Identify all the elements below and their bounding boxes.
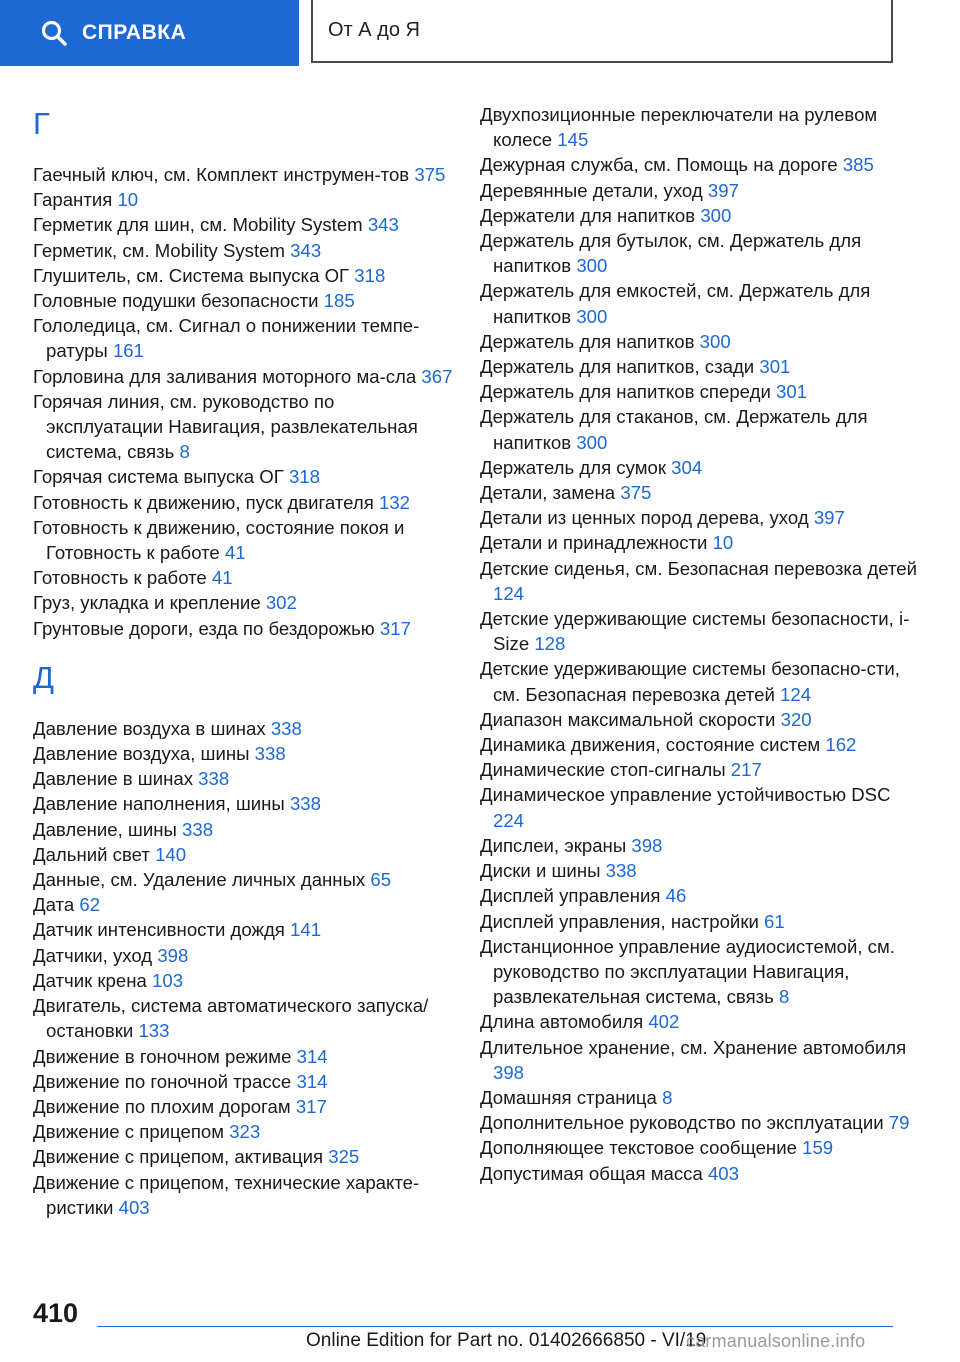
index-entry-text: Горячая линия, см. руководство по эксплуатации Навигация, развлекательная система, связь bbox=[33, 390, 418, 463]
index-entry-text: Датчик интенсивности дождя bbox=[33, 919, 285, 941]
index-entry-text: Движение в гоночном режиме bbox=[33, 1045, 292, 1067]
index-entry-text: Длительное хранение, см. Хранение автомобиля bbox=[480, 1036, 907, 1058]
index-entry[interactable] bbox=[480, 404, 920, 454]
index-entry[interactable] bbox=[33, 741, 453, 766]
index-entry[interactable] bbox=[33, 490, 453, 515]
page-link[interactable]: 317 bbox=[379, 617, 411, 639]
index-entry-text: Держатель для стаканов, см. Держатель для напитков bbox=[480, 406, 868, 453]
index-entry[interactable] bbox=[33, 364, 453, 389]
index-entry[interactable] bbox=[33, 187, 453, 212]
page-link[interactable]: 398 bbox=[493, 1061, 525, 1083]
index-entry[interactable] bbox=[480, 354, 920, 379]
index-entry[interactable] bbox=[33, 263, 453, 288]
index-entry[interactable] bbox=[480, 455, 920, 480]
index-entry-text: Горячая система выпуска ОГ bbox=[33, 466, 284, 488]
index-entry-text: Деревянные детали, уход bbox=[480, 179, 703, 201]
page-link[interactable]: 318 bbox=[354, 264, 386, 286]
index-entry-text: Дипслеи, экраны bbox=[480, 834, 627, 856]
index-entry[interactable] bbox=[480, 656, 920, 706]
index-column-right bbox=[480, 102, 920, 1186]
page-link[interactable]: 301 bbox=[759, 356, 791, 378]
index-entry[interactable] bbox=[33, 162, 453, 187]
index-entry-text: Герметик, см. Mobility System bbox=[33, 239, 285, 261]
index-entry-text: Держатели для напитков bbox=[480, 204, 696, 226]
index-entry-text: Детские удерживающие системы безопасности, i-Size bbox=[480, 608, 910, 655]
page-link[interactable]: 41 bbox=[224, 542, 246, 564]
index-entry-text: Давление наполнения, шины bbox=[33, 793, 285, 815]
page-link[interactable]: 62 bbox=[79, 894, 101, 916]
index-entry-text: Дополнительное руководство по эксплуатации bbox=[480, 1112, 884, 1134]
page-link[interactable]: 403 bbox=[118, 1196, 150, 1218]
index-entry[interactable] bbox=[33, 791, 453, 816]
page-link[interactable]: 124 bbox=[780, 683, 812, 705]
index-entry-text: Дистанционное управление аудиосистемой, см. руководство по эксплуатации Навигация, развлекательная система, связь bbox=[480, 935, 895, 1008]
index-entry-text: Динамическое управление устойчивостью DSC bbox=[480, 784, 891, 806]
page-link[interactable]: 185 bbox=[323, 290, 355, 312]
index-entry-text: Держатель для сумок bbox=[480, 456, 666, 478]
page-link[interactable]: 141 bbox=[290, 919, 322, 941]
index-entry[interactable] bbox=[33, 515, 453, 565]
page-link[interactable]: 385 bbox=[842, 154, 874, 176]
index-entry-text: Диски и шины bbox=[480, 860, 601, 882]
index-entry-text: Головные подушки безопасности bbox=[33, 290, 319, 312]
index-entry-text: Диапазон максимальной скорости bbox=[480, 708, 776, 730]
index-entry[interactable] bbox=[33, 288, 453, 313]
page-link[interactable]: 217 bbox=[730, 759, 762, 781]
index-entry[interactable] bbox=[33, 1069, 453, 1094]
page-link[interactable]: 10 bbox=[117, 189, 139, 211]
page-link[interactable]: 8 bbox=[779, 986, 790, 1008]
index-entry[interactable] bbox=[33, 993, 453, 1043]
index-entry[interactable] bbox=[480, 1085, 920, 1110]
page-link[interactable]: 65 bbox=[370, 869, 392, 891]
index-entry-text: Гололедица, см. Сигнал о понижении темпе-ратуры bbox=[33, 315, 420, 362]
page-link[interactable]: 397 bbox=[813, 507, 845, 529]
page-link[interactable]: 325 bbox=[328, 1146, 360, 1168]
search-icon bbox=[40, 19, 68, 47]
index-entry[interactable] bbox=[480, 480, 920, 505]
index-entry[interactable] bbox=[480, 1009, 920, 1034]
index-entry[interactable] bbox=[33, 616, 453, 641]
index-entry[interactable] bbox=[480, 556, 920, 606]
index-entry[interactable] bbox=[33, 565, 453, 590]
index-entry[interactable] bbox=[33, 464, 453, 489]
footer-divider bbox=[97, 1326, 893, 1327]
index-entry[interactable] bbox=[480, 934, 920, 1010]
index-entries bbox=[33, 162, 453, 641]
page-link[interactable]: 343 bbox=[367, 214, 399, 236]
page-link[interactable]: 145 bbox=[557, 129, 589, 151]
index-entry-text: Дисплей управления, настройки bbox=[480, 910, 759, 932]
index-entry[interactable] bbox=[480, 530, 920, 555]
index-entry-text: Датчики, уход bbox=[33, 944, 153, 966]
index-entry-text: Динамика движения, состояние систем bbox=[480, 734, 821, 756]
index-entry-text: Гаечный ключ, см. Комплект инструмен-тов bbox=[33, 164, 410, 185]
page-link[interactable]: 397 bbox=[707, 179, 739, 201]
index-entry-text: Держатель для напитков bbox=[480, 330, 695, 352]
page-link[interactable]: 161 bbox=[112, 340, 144, 362]
page-link[interactable]: 320 bbox=[780, 708, 812, 730]
page-link[interactable]: 323 bbox=[229, 1121, 261, 1143]
page-link[interactable]: 162 bbox=[825, 734, 857, 756]
index-entry[interactable] bbox=[480, 606, 920, 656]
section-letter: Г bbox=[33, 106, 50, 141]
index-entry-text: Движение по плохим дорогам bbox=[33, 1095, 291, 1117]
index-entry-text: Грунтовые дороги, езда по бездорожью bbox=[33, 617, 375, 639]
index-entry-text: Детские сиденья, см. Безопасная перевозка детей bbox=[480, 557, 918, 579]
index-entry[interactable] bbox=[33, 917, 453, 942]
index-entry-text: Движение по гоночной трассе bbox=[33, 1070, 292, 1092]
page-link[interactable]: 8 bbox=[662, 1086, 673, 1108]
index-entry[interactable] bbox=[480, 278, 920, 328]
page-link[interactable]: 343 bbox=[290, 239, 322, 261]
index-entry[interactable] bbox=[480, 505, 920, 530]
index-entry-text: Держатель для напитков спереди bbox=[480, 381, 771, 403]
header bbox=[0, 0, 960, 66]
index-entry[interactable] bbox=[33, 867, 453, 892]
index-entry-text: Датчик крена bbox=[33, 969, 147, 991]
page-link[interactable]: 124 bbox=[493, 582, 525, 604]
index-entry[interactable] bbox=[33, 1170, 453, 1220]
page-link[interactable]: 79 bbox=[888, 1112, 910, 1134]
index-entry-text: Держатель для бутылок, см. Держатель для напитков bbox=[480, 230, 862, 277]
index-entry-text: Дальний свет bbox=[33, 843, 150, 865]
index-entry-text: Дата bbox=[33, 894, 75, 916]
index-entry[interactable] bbox=[480, 1135, 920, 1160]
index-entry-text: Допустимая общая масса bbox=[480, 1162, 703, 1184]
index-entry-text: Дисплей управления bbox=[480, 885, 661, 907]
index-entry[interactable] bbox=[480, 228, 920, 278]
page-link[interactable]: 375 bbox=[620, 482, 652, 504]
watermark: carmanualsonline.info bbox=[686, 1331, 866, 1351]
index-entry-text: Давление, шины bbox=[33, 818, 177, 840]
page-link[interactable]: 300 bbox=[576, 431, 608, 453]
index-entry-text: Детали из ценных пород дерева, уход bbox=[480, 507, 809, 529]
index-entry-text: Герметик для шин, см. Mobility System bbox=[33, 214, 363, 236]
index-entry-text: Детские удерживающие системы безопасно-сти, см. Безопасная перевозка детей bbox=[480, 658, 900, 705]
page-link[interactable]: 300 bbox=[699, 330, 731, 352]
index-entry[interactable] bbox=[480, 1110, 920, 1135]
index-entry[interactable] bbox=[480, 782, 920, 832]
index-entry[interactable] bbox=[480, 102, 920, 152]
page-link[interactable]: 338 bbox=[270, 717, 302, 739]
index-entry[interactable] bbox=[33, 716, 453, 741]
page-link[interactable]: 318 bbox=[289, 466, 321, 488]
page-link[interactable]: 338 bbox=[254, 743, 286, 765]
index-entry-text: Длина автомобиля bbox=[480, 1011, 644, 1033]
index-entry-text: Детали и принадлежности bbox=[480, 532, 708, 554]
page-link[interactable]: 300 bbox=[576, 255, 608, 277]
index-entry[interactable] bbox=[480, 203, 920, 228]
index-entry[interactable] bbox=[480, 1035, 920, 1085]
index-entry-text: Груз, укладка и крепление bbox=[33, 592, 261, 614]
page-link[interactable]: 375 bbox=[414, 164, 446, 185]
page-link[interactable]: 103 bbox=[152, 969, 184, 991]
index-entry[interactable] bbox=[33, 238, 453, 263]
index-entry-text: Двухпозиционные переключатели на рулевом колесе bbox=[480, 104, 878, 151]
index-entry-text: Движение с прицепом, технические характе-ристики bbox=[33, 1171, 420, 1218]
index-entry[interactable] bbox=[33, 892, 453, 917]
page-link[interactable]: 300 bbox=[576, 305, 608, 327]
index-entry[interactable] bbox=[33, 212, 453, 237]
index-entry[interactable] bbox=[480, 379, 920, 404]
page-link[interactable]: 61 bbox=[764, 910, 785, 932]
edition-info: Online Edition for Part no. 01402666850 - VI/19 bbox=[306, 1330, 707, 1351]
page-link[interactable]: 224 bbox=[493, 809, 525, 831]
index-entry[interactable] bbox=[480, 909, 920, 934]
index-entry-text: Динамические стоп-сигналы bbox=[480, 759, 726, 781]
index-entry-text: Готовность к движению, пуск двигателя bbox=[33, 491, 374, 513]
page-link[interactable]: 314 bbox=[296, 1045, 328, 1067]
page-link[interactable]: 338 bbox=[289, 793, 321, 815]
index-entry[interactable] bbox=[480, 178, 920, 203]
index-entry[interactable] bbox=[480, 329, 920, 354]
page-link[interactable]: 367 bbox=[421, 365, 453, 387]
index-entry-text: Двигатель, система автоматического запуска/остановки bbox=[33, 995, 429, 1042]
help-tab-label: СПРАВКА bbox=[82, 21, 187, 44]
index-entry[interactable] bbox=[33, 389, 453, 465]
page-link[interactable]: 41 bbox=[211, 567, 233, 589]
index-entry[interactable] bbox=[480, 152, 920, 177]
index-entry-text: Держатель для емкостей, см. Держатель для напитков bbox=[480, 280, 871, 327]
index-entry-text: Держатель для напитков, сзади bbox=[480, 356, 755, 378]
page-link[interactable]: 8 bbox=[179, 441, 190, 463]
index-entry[interactable] bbox=[33, 968, 453, 993]
index-entry[interactable] bbox=[480, 1161, 920, 1186]
index-entry-text: Готовность к работе bbox=[33, 567, 207, 589]
page-link[interactable]: 338 bbox=[198, 768, 230, 790]
page-link[interactable]: 304 bbox=[671, 456, 703, 478]
index-entry[interactable] bbox=[480, 883, 920, 908]
index-entry-text: Детали, замена bbox=[480, 482, 616, 504]
page-link[interactable]: 300 bbox=[700, 204, 732, 226]
index-entry[interactable] bbox=[33, 1044, 453, 1069]
index-entry[interactable] bbox=[480, 757, 920, 782]
index-entry[interactable] bbox=[480, 707, 920, 732]
index-entry-text: Давление воздуха в шинах bbox=[33, 717, 266, 739]
index-entries bbox=[33, 716, 453, 1220]
index-entry-text: Давление в шинах bbox=[33, 768, 193, 790]
index-entry[interactable] bbox=[33, 766, 453, 791]
page-number: 410 bbox=[33, 1298, 79, 1328]
index-entry-text: Гарантия bbox=[33, 189, 113, 211]
index-column-left bbox=[33, 102, 453, 1220]
page-link[interactable]: 398 bbox=[157, 944, 189, 966]
page-link[interactable]: 133 bbox=[138, 1020, 170, 1042]
page-link[interactable]: 302 bbox=[265, 592, 297, 614]
index-entry[interactable] bbox=[480, 732, 920, 757]
page-link[interactable]: 403 bbox=[707, 1162, 739, 1184]
help-tab[interactable] bbox=[0, 0, 299, 66]
index-entry[interactable] bbox=[480, 858, 920, 883]
page-link[interactable]: 132 bbox=[378, 491, 411, 513]
page-link[interactable]: 314 bbox=[296, 1070, 328, 1092]
index-entry-text: Дополняющее текстовое сообщение bbox=[480, 1137, 797, 1159]
section-letter: Д bbox=[33, 659, 54, 695]
index-entry[interactable] bbox=[33, 817, 453, 842]
index-entry[interactable] bbox=[33, 313, 453, 363]
index-entry-text: Горловина для заливания моторного ма-сла bbox=[33, 365, 417, 387]
page-link[interactable]: 402 bbox=[648, 1011, 680, 1033]
page-link[interactable]: 46 bbox=[665, 885, 687, 907]
index-entry[interactable] bbox=[480, 833, 920, 858]
page-link[interactable]: 10 bbox=[712, 532, 734, 554]
index-entry-text: Давление воздуха, шины bbox=[33, 743, 250, 765]
page-link[interactable]: 317 bbox=[295, 1095, 327, 1117]
page-link[interactable]: 140 bbox=[155, 843, 187, 865]
index-entry[interactable] bbox=[33, 1144, 453, 1169]
page-link[interactable]: 159 bbox=[802, 1137, 834, 1159]
index-entry-text: Движение с прицепом bbox=[33, 1121, 225, 1143]
index-entry[interactable] bbox=[33, 842, 453, 867]
page-link[interactable]: 301 bbox=[776, 381, 808, 403]
atoz-tab-label: От А до Я bbox=[328, 19, 420, 41]
index-entry-text: Дежурная служба, см. Помощь на дороге bbox=[480, 154, 838, 176]
page-link[interactable]: 128 bbox=[534, 633, 566, 655]
page-link[interactable]: 338 bbox=[182, 818, 214, 840]
index-entry[interactable] bbox=[33, 590, 453, 615]
index-entry[interactable] bbox=[33, 1119, 453, 1144]
index-entry[interactable] bbox=[33, 1094, 453, 1119]
page-link[interactable]: 398 bbox=[631, 834, 663, 856]
index-entry-text: Готовность к движению, состояние покоя и Готовность к работе bbox=[33, 516, 405, 564]
index-entry-text: Движение с прицепом, активация bbox=[33, 1146, 324, 1168]
index-entry-text: Данные, см. Удаление личных данных bbox=[33, 869, 366, 891]
atoz-tab[interactable] bbox=[311, 0, 893, 63]
index-entry[interactable] bbox=[33, 943, 453, 968]
index-entry-text: Глушитель, см. Система выпуска ОГ bbox=[33, 264, 350, 286]
index-entries bbox=[480, 102, 920, 1186]
index-entry-text: Домашняя страница bbox=[480, 1086, 657, 1108]
page-link[interactable]: 338 bbox=[605, 860, 637, 882]
